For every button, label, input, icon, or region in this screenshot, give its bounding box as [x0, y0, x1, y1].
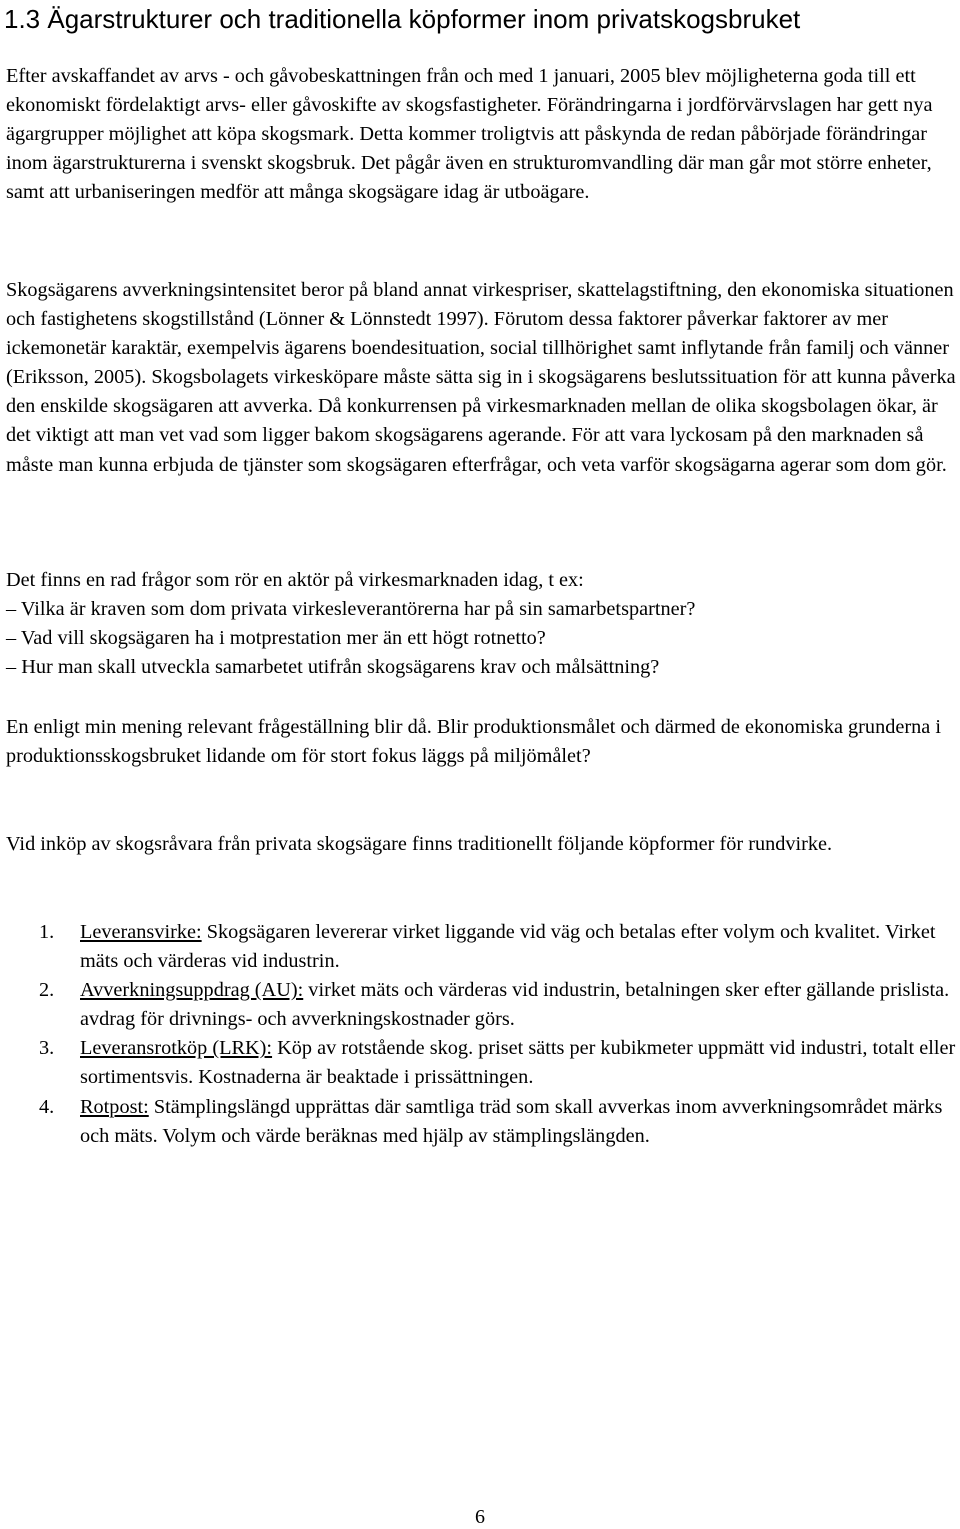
paragraph-harvest-intensity: [6, 276, 960, 480]
list-number: 2.: [39, 979, 55, 1002]
list-description: Stämplingslängd upprättas där samtliga träd som skall avverkas inom avverkningsområdet märks och mäts. Volym och värde beräknas med hjälp av stämplingslängden.: [80, 1095, 943, 1147]
list-number: 1.: [39, 921, 55, 943]
purchase-forms-list: [0, 918, 960, 1151]
question-item: – Vilka är kraven som dom privata virkesleverantörerna har på sin samarbetspartner?: [6, 598, 696, 621]
paragraph-text: Skogsägarens avverkningsintensitet beror på bland annat virkespriser, skattelagstiftning, den ekonomiska situationen och fastighetens skogstillstånd (Lönner & Lönnstedt 1997). Förutom dessa faktorer påverkar faktorer av mer ickemonetär karaktär, exempelvis ägarens boendesituation, social tillhörighet samt inflytande från familj och vänner (Eriksson, 2005). Skogsbolagets virkesköpare måste sätta sig in i skogsägarens beslutssituation för att kunna påverka den enskilde skogsägaren att avverka. Då konkurrensen på virkesmarknaden mellan de olika skogsbolagen ökar, är det viktigt att man vet vad som ligger bakom skogsägarens agerande. För att vara lyckosam på den marknaden så måste man kunna erbjuda de tjänster som skogsägaren efterfrågar, och veta varför skogsägarna agerar som dom gör.: [6, 279, 956, 476]
list-item: [0, 976, 960, 1034]
list-description: Skogsägaren levererar virket liggande vid väg och betalas efter volym och kvalitet. Virket mäts och värderas vid industrin.: [80, 921, 936, 973]
list-term: Leveransvirke:: [80, 921, 202, 943]
paragraph-text: En enligt min mening relevant frågeställning blir då. Blir produktionsmålet och därmed de ekonomiska grunderna i produktionsskogsbruket lidande om för stort fokus läggs på miljömålet?: [6, 716, 941, 768]
paragraph-questions: [6, 566, 960, 682]
paragraph-text: Efter avskaffandet av arvs - och gåvobeskattningen från och med 1 januari, 2005 blev möjligheterna goda till ett ekonomiskt fördelaktigt arvs- eller gåvoskifte av skogsfastigheter. Förändringarna i jordförvärvslagen har gett nya ägargrupper möjlighet att köpa skogsmark. Detta kommer troligtvis att påskynda de redan påbörjade förändringar inom ägarstrukturerna i svenskt skogsbruk. Det pågår även en strukturomvandling där man går mot större enheter, samt att urbaniseringen medför att många skogsägare idag är utboägare.: [6, 65, 933, 204]
question-item: – Hur man skall utveckla samarbetet utifrån skogsägarens krav och målsättning?: [6, 656, 660, 679]
paragraph-research-question: [6, 713, 960, 771]
paragraph-purchase-forms-intro: [6, 830, 960, 859]
list-description: Köp av rotstående skog. priset sätts per kubikmeter uppmätt vid industri, totalt eller sortimentsvis. Kostnaderna är beaktade i prissättningen.: [80, 1037, 956, 1089]
paragraph-intro: Det finns en rad frågor som rör en aktör på virkesmarknaden idag, t ex:: [6, 569, 584, 591]
list-term: Rotpost:: [80, 1095, 149, 1118]
list-number: 4.: [39, 1095, 55, 1118]
list-term: Avverkningsuppdrag (AU):: [80, 979, 304, 1002]
list-term: Leveransrotköp (LRK):: [80, 1037, 273, 1060]
list-item: [0, 918, 960, 976]
list-description: virket mäts och värderas vid industrin, betalningen sker efter gällande prislista. avdrag för drivnings- och avverkningskostnader görs.: [80, 979, 950, 1031]
page-number: 6: [475, 1506, 485, 1528]
list-item: [0, 1034, 960, 1092]
list-number: 3.: [39, 1037, 55, 1060]
question-item: – Vad vill skogsägaren ha i motprestation mer än ett högt rotnetto?: [6, 627, 546, 650]
list-item: [0, 1093, 960, 1151]
section-heading: 1.3 Ägarstrukturer och traditionella köpformer inom privatskogsbruket: [4, 4, 801, 34]
paragraph-ownership-changes: [6, 62, 960, 207]
paragraph-text: Vid inköp av skogsråvara från privata skogsägare finns traditionellt följande köpformer för rundvirke.: [6, 833, 833, 855]
